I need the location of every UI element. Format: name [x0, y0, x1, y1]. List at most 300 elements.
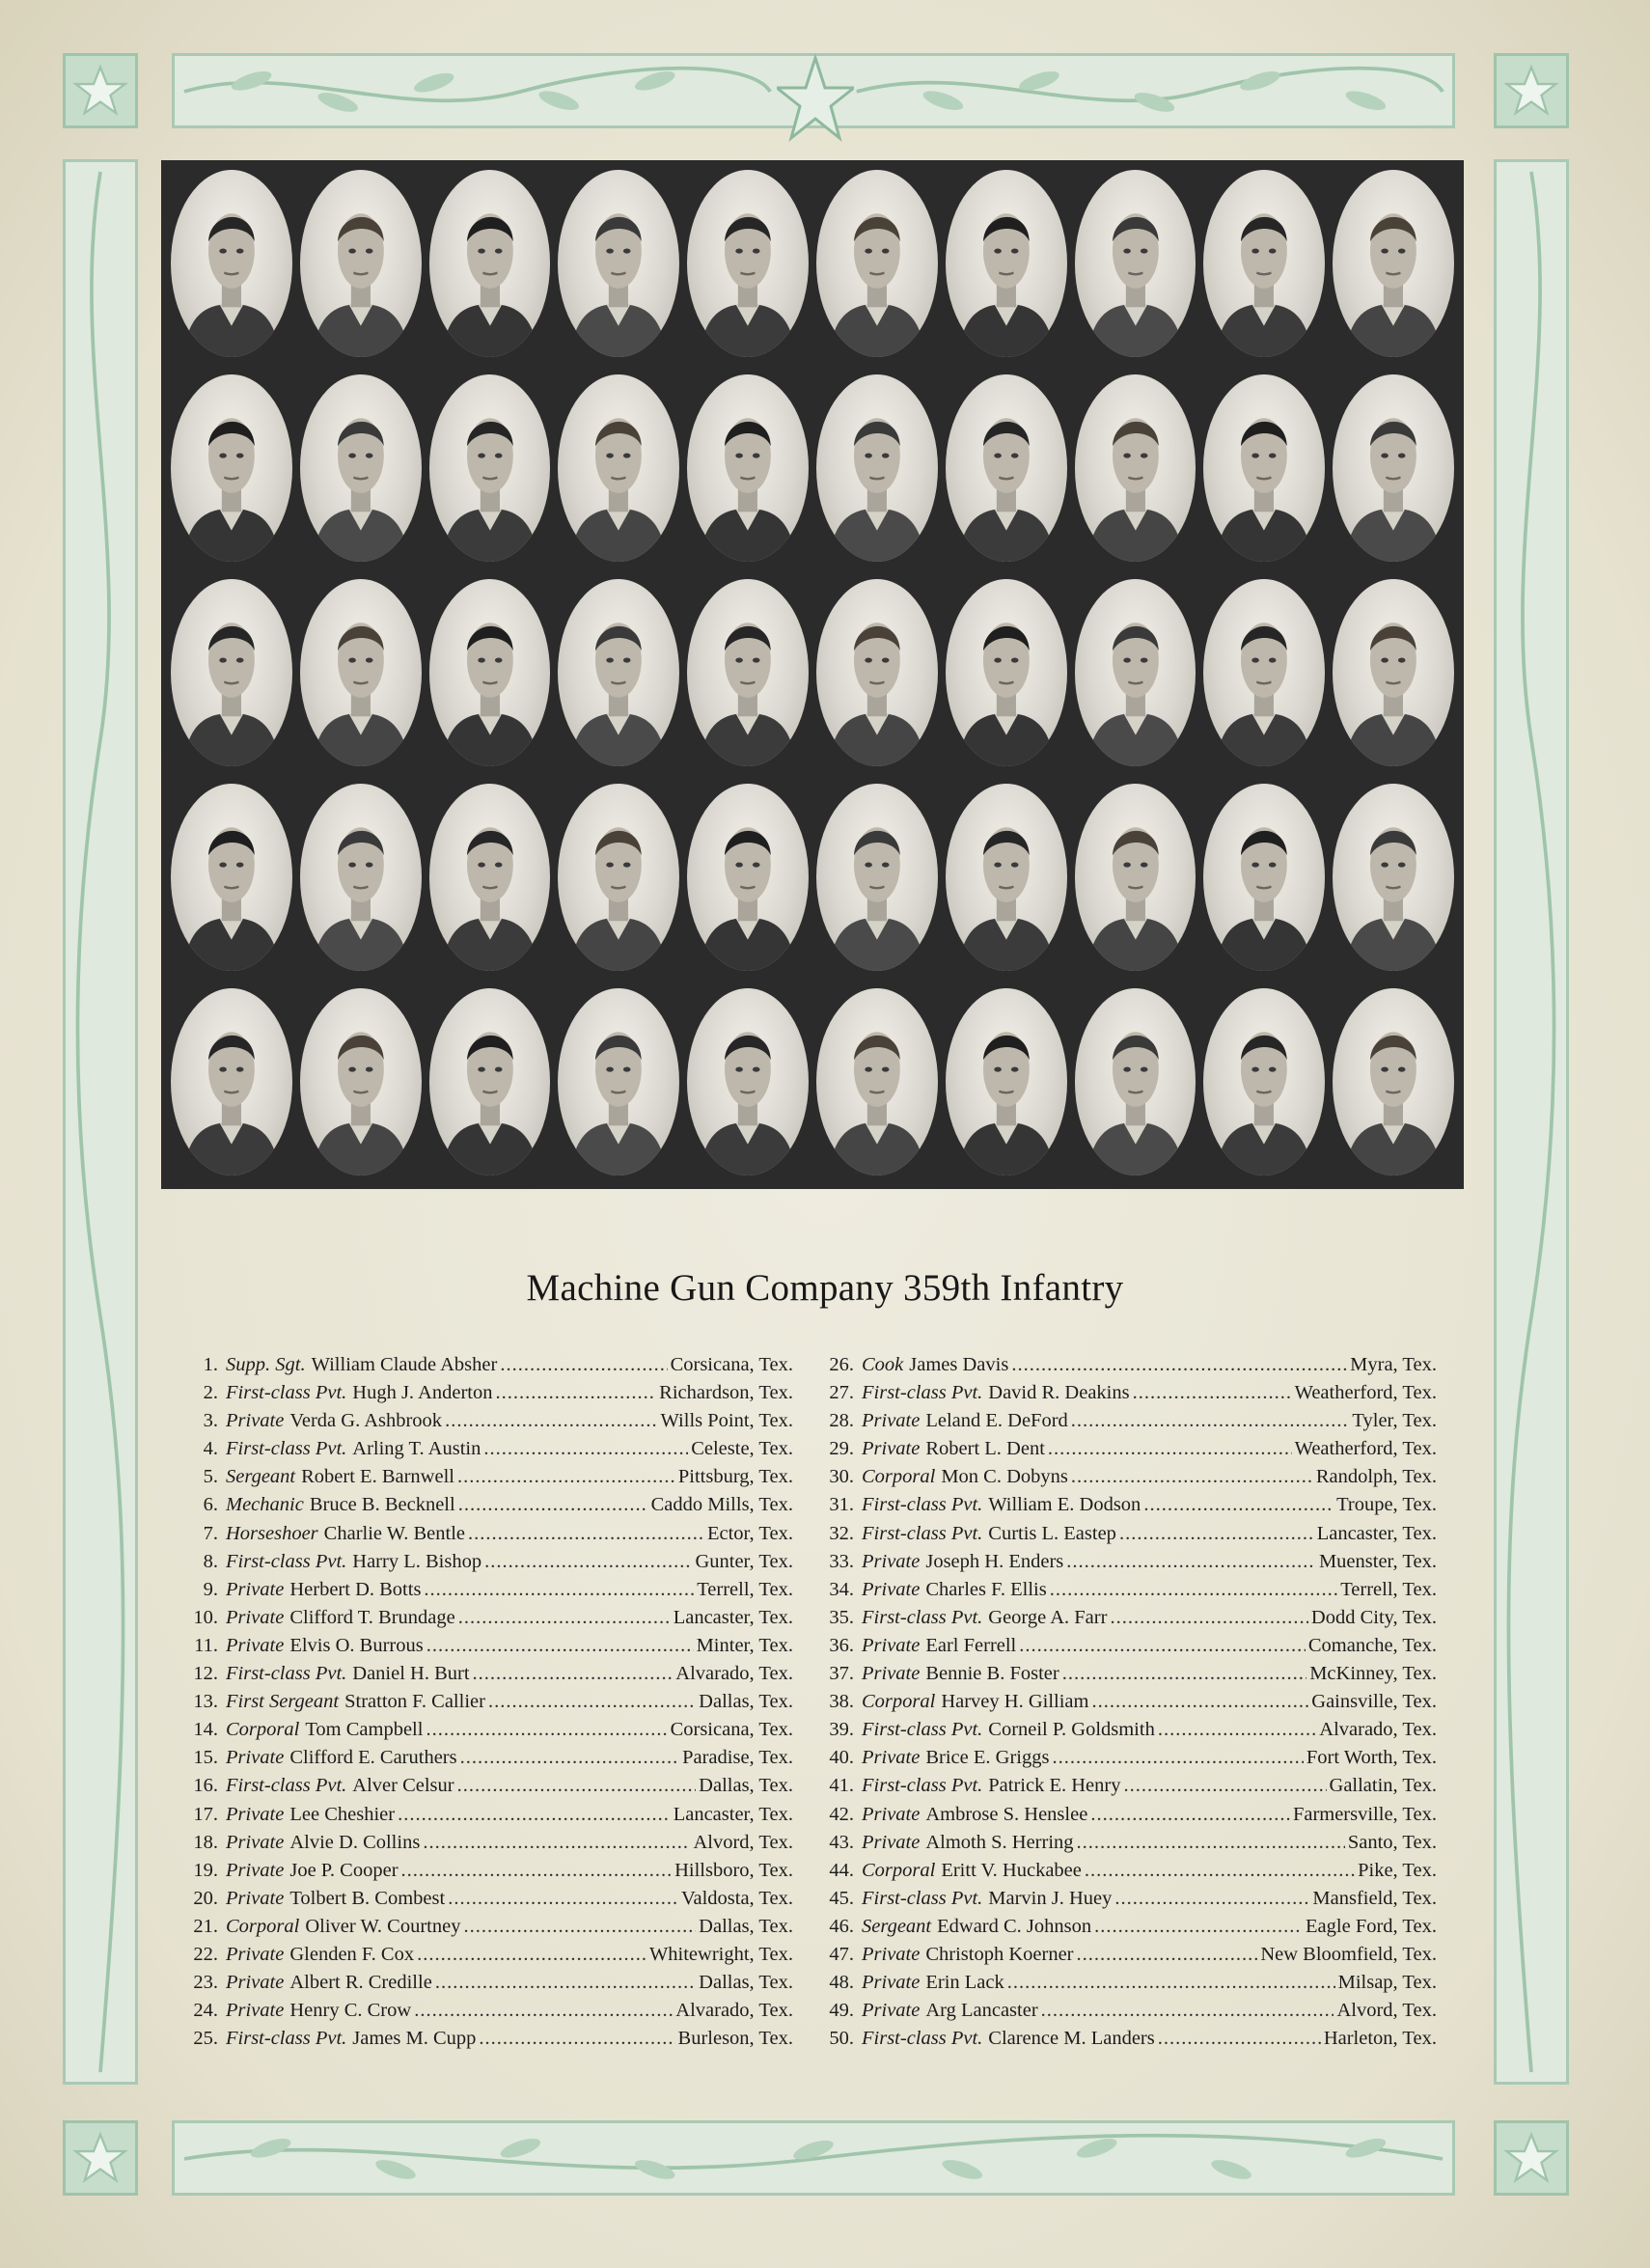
portrait-number-label: 31	[270, 950, 287, 966]
roster-entry-rank: Private	[226, 1831, 285, 1853]
portrait-number-label: 19	[1304, 540, 1320, 557]
dot-leader	[417, 1944, 646, 1966]
roster-entry-number: 29.	[829, 1438, 854, 1460]
roster-entry-number: 1.	[203, 1354, 218, 1375]
roster-entry-number: 36.	[829, 1634, 854, 1656]
portrait-photo	[1333, 988, 1454, 1175]
roster-entry-rank: First-class Pvt.	[226, 1438, 347, 1460]
roster-entry	[187, 1663, 793, 1691]
dot-leader	[460, 1747, 679, 1769]
dot-leader	[1071, 1466, 1313, 1488]
dot-leader	[488, 1691, 696, 1713]
dot-leader	[468, 1523, 704, 1545]
roster-entry	[823, 2028, 1437, 2056]
portrait-number-label: 22	[399, 745, 416, 761]
portrait-number-label: 50	[1433, 1154, 1448, 1171]
portrait-number-label: 15	[787, 540, 803, 557]
roster-entry-name: James M. Cupp	[352, 2028, 477, 2050]
roster-entry	[187, 2000, 793, 2028]
portrait-photo	[687, 579, 809, 766]
dot-leader	[1133, 1382, 1292, 1404]
roster-entry-rank: Private	[226, 1859, 285, 1881]
roster-entry-hometown: Dallas, Tex.	[699, 1691, 793, 1713]
roster-entry-rank: Private	[862, 1972, 921, 1994]
roster-entry	[187, 1860, 793, 1888]
portrait-photo	[1203, 988, 1325, 1175]
dot-leader	[1143, 1494, 1334, 1516]
roster-entry-hometown: Troupe, Tex.	[1336, 1494, 1437, 1516]
portrait-photo	[1203, 374, 1325, 562]
roster-entry-name: Arg Lancaster	[925, 2000, 1038, 2022]
portrait-number-label: 17	[1045, 540, 1061, 557]
portrait-number-label: 49	[1304, 1154, 1320, 1171]
roster-entry-rank: Private	[862, 1634, 921, 1656]
dot-leader	[1119, 1523, 1314, 1545]
roster-entry-hometown: Lancaster, Tex.	[673, 1606, 793, 1628]
portrait-number-label: 40	[1433, 950, 1448, 966]
roster-entry-hometown: Gainsville, Tex.	[1311, 1691, 1437, 1713]
roster-entry-hometown: Lancaster, Tex.	[1316, 1522, 1437, 1544]
roster-entry	[187, 1382, 793, 1410]
roster-entry-hometown: Alvarado, Tex.	[675, 2000, 793, 2022]
roster-entry-number: 3.	[203, 1410, 218, 1432]
roster-entry-rank: Private	[862, 1831, 921, 1853]
portrait-number-label: 29	[1304, 745, 1320, 761]
roster-entry-rank: First-class Pvt.	[862, 1522, 983, 1544]
dot-leader	[1158, 1719, 1316, 1741]
roster-entry	[823, 1607, 1437, 1635]
portrait-photo	[1203, 579, 1325, 766]
portrait-number-label: 39	[1304, 950, 1320, 966]
roster-entry-name: Albert R. Credille	[289, 1972, 432, 1994]
portrait-number-label: 20	[1433, 540, 1448, 557]
star-icon	[1494, 53, 1569, 128]
roster-entry-hometown: Burleson, Tex.	[677, 2028, 793, 2050]
dot-leader	[457, 1466, 675, 1488]
portrait-photo	[1333, 579, 1454, 766]
dot-leader	[1085, 1860, 1355, 1882]
roster-entry-name: Bennie B. Foster	[925, 1663, 1059, 1685]
roster-entry-rank: Supp. Sgt.	[226, 1354, 306, 1375]
roster-entry	[823, 1382, 1437, 1410]
portrait-number-label: 24	[658, 745, 674, 761]
roster-entry-name: Marvin J. Huey	[988, 1887, 1113, 1909]
dot-leader	[1007, 1972, 1335, 1994]
center-star-icon	[777, 53, 854, 145]
roster-entry-number: 9.	[203, 1578, 218, 1600]
dot-leader	[401, 1860, 673, 1882]
roster-entry-hometown: Tyler, Tex.	[1352, 1410, 1437, 1432]
roster-entry	[823, 1579, 1437, 1607]
right-ornamental-border	[1494, 159, 1569, 2085]
roster-entry-number: 43.	[829, 1831, 854, 1853]
roster-entry	[823, 1747, 1437, 1775]
roster-entry	[187, 1551, 793, 1579]
portrait-number-label: 28	[1174, 745, 1191, 761]
portrait-photo	[300, 988, 422, 1175]
roster-entry-hometown: Ector, Tex.	[706, 1522, 793, 1544]
roster-entry	[187, 1494, 793, 1522]
dot-leader	[458, 1494, 648, 1516]
roster-entry-name: Patrick E. Henry	[988, 1775, 1121, 1797]
roster-entry	[823, 1663, 1437, 1691]
star-icon	[63, 53, 138, 128]
roster-entry-hometown: Farmersville, Tex.	[1292, 1803, 1437, 1825]
roster-entry-name: Corneil P. Goldsmith	[988, 1719, 1155, 1741]
roster-entry	[187, 1438, 793, 1466]
roster-entry	[187, 1916, 793, 1944]
roster-entry-number: 10.	[193, 1606, 218, 1628]
portrait-number-label: 43	[529, 1154, 545, 1171]
roster-entry-name: Robert E. Barnwell	[301, 1466, 454, 1488]
portrait-photo	[558, 170, 679, 357]
roster-entry-rank: Corporal	[862, 1691, 936, 1713]
roster-entry-rank: Private	[862, 2000, 921, 2022]
dot-leader	[479, 2028, 674, 2050]
roster-entry-hometown: Paradise, Tex.	[682, 1747, 793, 1769]
roster-entry-hometown: Randolph, Tex.	[1315, 1466, 1437, 1488]
dot-leader	[1052, 1747, 1303, 1769]
roster-entry-rank: Corporal	[862, 1859, 936, 1881]
roster-entry-rank: Private	[226, 1410, 285, 1432]
roster-entry-hometown: Dallas, Tex.	[699, 1972, 793, 1994]
roster-entry	[823, 2000, 1437, 2028]
roster-entry-rank: First-class Pvt.	[862, 1719, 983, 1741]
roster-entry-number: 28.	[829, 1410, 854, 1432]
roster-entry-name: Herbert D. Botts	[289, 1578, 422, 1600]
portrait-number-label: 18	[1174, 540, 1191, 557]
roster-entry-rank: Private	[862, 1438, 921, 1460]
portrait-photo	[946, 170, 1067, 357]
roster-entry-rank: First-class Pvt.	[862, 1494, 983, 1516]
roster-entry	[823, 1438, 1437, 1466]
portrait-photo	[816, 988, 938, 1175]
star-icon	[63, 2120, 138, 2196]
roster-entry	[187, 1410, 793, 1438]
roster-entry-number: 11.	[194, 1634, 218, 1656]
roster-entry	[823, 1888, 1437, 1916]
roster-entry-number: 25.	[193, 2028, 218, 2050]
roster-entry-rank: Private	[862, 1747, 921, 1769]
dot-leader	[457, 1775, 697, 1797]
roster-entry-hometown: Pike, Tex.	[1358, 1859, 1437, 1881]
roster-entry-number: 13.	[193, 1691, 218, 1713]
roster-entry-hometown: Comanche, Tex.	[1307, 1634, 1437, 1656]
portrait-number-label: 35	[787, 950, 803, 966]
roster-entry-hometown: Terrell, Tex.	[1340, 1578, 1437, 1600]
roster-entry-hometown: Muenster, Tex.	[1318, 1550, 1437, 1572]
roster-entry	[823, 1354, 1437, 1382]
dot-leader	[1077, 1832, 1345, 1854]
dot-leader	[463, 1916, 696, 1938]
roster-entry	[823, 1832, 1437, 1860]
dot-leader	[1090, 1804, 1290, 1826]
roster-entry-rank: Private	[226, 1972, 285, 1994]
roster-entry-rank: First Sergeant	[226, 1691, 340, 1713]
roster-entry-name: Christoph Koerner	[925, 1943, 1074, 1965]
roster-entry-rank: Private	[862, 1550, 921, 1572]
roster-entry-name: Joe P. Cooper	[289, 1859, 399, 1881]
roster-entry-hometown: Gunter, Tex.	[695, 1550, 793, 1572]
portrait-number-label: 44	[658, 1154, 674, 1171]
portrait-number-label: 26	[916, 745, 932, 761]
dot-leader	[495, 1382, 656, 1404]
roster-entry-hometown: Weatherford, Tex.	[1294, 1382, 1437, 1404]
roster-entry-name: Alver Celsur	[352, 1775, 454, 1797]
dot-leader	[1123, 1775, 1326, 1797]
portrait-photo	[558, 579, 679, 766]
dot-leader	[445, 1410, 657, 1432]
roster-entry-hometown: Dodd City, Tex.	[1310, 1606, 1437, 1628]
portrait-number-label: 7	[1053, 336, 1061, 352]
roster-entry-number: 23.	[193, 1972, 218, 1994]
roster-entry-hometown: Richardson, Tex.	[659, 1382, 793, 1404]
roster-entry-number: 4.	[203, 1438, 218, 1460]
portrait-photo	[687, 784, 809, 971]
roster-entry-number: 20.	[193, 1887, 218, 1909]
portrait-number-label: 30	[1433, 745, 1448, 761]
roster-entry-name: James Davis	[909, 1354, 1009, 1375]
roster-entry-rank: Private	[862, 1943, 921, 1965]
portrait-number-label: 47	[1045, 1154, 1061, 1171]
roster-entry-rank: Corporal	[226, 1719, 300, 1741]
roster-entry-name: Leland E. DeFord	[925, 1410, 1068, 1432]
roster-entry-hometown: Eagle Ford, Tex.	[1306, 1915, 1437, 1937]
portrait-grid	[169, 164, 1456, 1181]
roster-entry-hometown: Mansfield, Tex.	[1312, 1887, 1437, 1909]
roster-entry	[187, 1466, 793, 1494]
roster-entry-hometown: Fort Worth, Tex.	[1306, 1747, 1437, 1769]
dot-leader	[473, 1663, 674, 1685]
portrait-photo	[1075, 579, 1196, 766]
roster-entry-number: 21.	[193, 1915, 218, 1937]
roster-entry-number: 31.	[829, 1494, 854, 1516]
roster-entry-rank: Private	[226, 2000, 285, 2022]
dot-leader	[1071, 1410, 1350, 1432]
roster-entry-rank: Sergeant	[862, 1915, 932, 1937]
roster-entry-number: 30.	[829, 1466, 854, 1488]
portrait-number-label: 4	[666, 336, 674, 352]
portrait-photo	[1203, 784, 1325, 971]
roster-entry-name: Ambrose S. Henslee	[925, 1803, 1088, 1825]
portrait-number-label: 8	[1182, 336, 1191, 352]
portrait-number-label: 5	[795, 336, 803, 352]
portrait-photo	[1075, 170, 1196, 357]
dot-leader	[1110, 1607, 1307, 1629]
roster-entry-number: 12.	[193, 1663, 218, 1685]
left-ornamental-border	[63, 159, 138, 2085]
dot-leader	[1094, 1916, 1303, 1938]
portrait-number-label: 2	[407, 336, 416, 352]
roster-entry-name: Bruce B. Becknell	[309, 1494, 455, 1516]
roster-entry-name: Verda G. Ashbrook	[289, 1410, 443, 1432]
roster-entry-rank: Private	[226, 1606, 285, 1628]
portrait-number-label: 46	[916, 1154, 932, 1171]
roster-entry-rank: First-class Pvt.	[226, 1775, 347, 1797]
roster-entry-hometown: New Bloomfield, Tex.	[1260, 1943, 1437, 1965]
dot-leader	[414, 2000, 673, 2022]
dot-leader	[1041, 2000, 1334, 2022]
roster-entry-number: 42.	[829, 1803, 854, 1825]
roster-entry-hometown: Hillsboro, Tex.	[674, 1859, 793, 1881]
portrait-photo	[171, 988, 292, 1175]
roster-entry-name: Almoth S. Herring	[925, 1831, 1074, 1853]
portrait-photo	[687, 170, 809, 357]
portrait-number-label: 16	[916, 540, 932, 557]
dot-leader	[1062, 1663, 1306, 1685]
roster-entry-name: Arling T. Austin	[352, 1438, 481, 1460]
roster-entry	[187, 1523, 793, 1551]
roster-entry	[187, 1944, 793, 1972]
portrait-photo	[429, 374, 551, 562]
portrait-photo	[816, 170, 938, 357]
page-title: Machine Gun Company 359th Infantry	[526, 1267, 1124, 1309]
roster-entry-number: 37.	[829, 1663, 854, 1685]
roster-entry-name: Elvis O. Burrous	[289, 1634, 424, 1656]
roster-entry-number: 47.	[829, 1943, 854, 1965]
portrait-photo	[429, 170, 551, 357]
roster-entry	[187, 1972, 793, 2000]
roster-entry-number: 14.	[193, 1719, 218, 1741]
portrait-number-label: 12	[399, 540, 416, 557]
roster-entry	[187, 1804, 793, 1832]
roster-entry-number: 15.	[193, 1747, 218, 1769]
roster-entry-rank: Sergeant	[226, 1466, 296, 1488]
roster-entry-hometown: Alvord, Tex.	[693, 1831, 793, 1853]
roster-entry-name: David R. Deakins	[988, 1382, 1130, 1404]
portrait-number-label: 36	[916, 950, 932, 966]
roster-entry-name: Daniel H. Burt	[352, 1663, 470, 1685]
roster-entry-number: 7.	[203, 1522, 218, 1544]
roster-entry	[823, 1551, 1437, 1579]
roster-entry-rank: Private	[862, 1410, 921, 1432]
roster-entry	[823, 1523, 1437, 1551]
roster-entry	[823, 1719, 1437, 1747]
roster-entry	[187, 1354, 793, 1382]
roster-entry-hometown: Minter, Tex.	[696, 1634, 793, 1656]
dot-leader	[1158, 2028, 1321, 2050]
portrait-photo	[1075, 988, 1196, 1175]
portrait-photo	[558, 784, 679, 971]
roster-entry-hometown: Harleton, Tex.	[1323, 2028, 1437, 2050]
dot-leader	[500, 1354, 667, 1376]
roster-entry-number: 17.	[193, 1803, 218, 1825]
portrait-photo	[816, 579, 938, 766]
roster-entry-name: Erin Lack	[925, 1972, 1004, 1994]
dot-leader	[1011, 1354, 1347, 1376]
portrait-number-label: 41	[270, 1154, 287, 1171]
roster-entry	[823, 1944, 1437, 1972]
portrait-number-label: 14	[658, 540, 674, 557]
portrait-photo	[816, 374, 938, 562]
roster-entry-number: 46.	[829, 1915, 854, 1937]
portrait-photo	[1075, 784, 1196, 971]
roster-entry-number: 32.	[829, 1522, 854, 1544]
dot-leader	[424, 1579, 694, 1601]
portrait-number-label: 34	[658, 950, 674, 966]
roster-entry-hometown: Dallas, Tex.	[699, 1915, 793, 1937]
roster-entry-hometown: Gallatin, Tex.	[1329, 1775, 1437, 1797]
roster-entry-name: William Claude Absher	[311, 1354, 498, 1375]
portrait-photo	[816, 784, 938, 971]
roster-entry	[187, 1607, 793, 1635]
roster-entry-name: Glenden F. Cox	[289, 1943, 415, 1965]
roster-entry-number: 26.	[829, 1354, 854, 1375]
roster-entry-name: Henry C. Crow	[289, 2000, 412, 2022]
roster-entry-rank: Private	[226, 1943, 285, 1965]
roster-entry	[823, 1466, 1437, 1494]
roster-entry	[187, 1579, 793, 1607]
roster-entry-rank: Private	[226, 1887, 285, 1909]
roster-entry-name: Robert L. Dent	[925, 1438, 1045, 1460]
roster-entry-name: Eritt V. Huckabee	[941, 1859, 1082, 1881]
portrait-number-label: 1	[278, 336, 287, 352]
roster-entry-number: 38.	[829, 1691, 854, 1713]
portrait-number-label: 42	[399, 1154, 416, 1171]
roster-entry-rank: Mechanic	[226, 1494, 304, 1516]
roster-entry-number: 50.	[829, 2028, 854, 2050]
roster-entry-name: Lee Cheshier	[289, 1803, 396, 1825]
roster-entry-name: Alvie D. Collins	[289, 1831, 421, 1853]
portrait-photo	[171, 374, 292, 562]
portrait-number-label: 45	[787, 1154, 803, 1171]
roster-entry-name: Joseph H. Enders	[925, 1550, 1064, 1572]
roster-entry-hometown: Pittsburg, Tex.	[677, 1466, 793, 1488]
roster-entry-hometown: Myra, Tex.	[1350, 1354, 1437, 1375]
roster-entry-hometown: Lancaster, Tex.	[673, 1803, 793, 1825]
roster-entry-hometown: Milsap, Tex.	[1337, 1972, 1437, 1994]
roster-entry-number: 2.	[203, 1382, 218, 1404]
portrait-photo	[946, 988, 1067, 1175]
roster-entry-rank: Private	[226, 1747, 285, 1769]
roster-entry-hometown: McKinney, Tex.	[1309, 1663, 1437, 1685]
portrait-number-label: 48	[1174, 1154, 1191, 1171]
roster-entry-rank: First-class Pvt.	[226, 2028, 347, 2050]
dot-leader	[483, 1438, 688, 1460]
portrait-number-label: 3	[536, 336, 545, 352]
roster-entry-hometown: Santo, Tex.	[1347, 1831, 1437, 1853]
roster-entry-number: 39.	[829, 1719, 854, 1741]
roster-entry-name: Harvey H. Gilliam	[941, 1691, 1089, 1713]
roster-entry-hometown: Corsicana, Tex.	[670, 1719, 793, 1741]
roster-entry-hometown: Whitewright, Tex.	[648, 1943, 793, 1965]
roster-entry-number: 48.	[829, 1972, 854, 1994]
roster-entry-number: 40.	[829, 1747, 854, 1769]
portrait-photo	[429, 988, 551, 1175]
dot-leader	[448, 1888, 678, 1910]
roster-entry-number: 49.	[829, 2000, 854, 2022]
roster-entry-name: Harry L. Bishop	[352, 1550, 482, 1572]
roster-entry	[823, 1916, 1437, 1944]
portrait-photo	[300, 784, 422, 971]
roster-entry-number: 35.	[829, 1606, 854, 1628]
roster-entry-number: 22.	[193, 1943, 218, 1965]
roster-entry-hometown: Alvord, Tex.	[1336, 2000, 1437, 2022]
roster-entry-hometown: Dallas, Tex.	[699, 1775, 793, 1797]
roster-entry-number: 44.	[829, 1859, 854, 1881]
portrait-number-label: 6	[923, 336, 932, 352]
portrait-photo	[1333, 170, 1454, 357]
dot-leader	[1048, 1438, 1292, 1460]
roster-entry-hometown: Alvarado, Tex.	[675, 1663, 793, 1685]
roster-entry	[823, 1494, 1437, 1522]
portrait-number-label: 11	[271, 540, 287, 557]
portrait-photo	[946, 579, 1067, 766]
roster-entry-rank: Private	[862, 1803, 921, 1825]
roster-entry-name: Tom Campbell	[305, 1719, 424, 1741]
dot-leader	[484, 1551, 692, 1573]
roster-entry	[187, 1719, 793, 1747]
